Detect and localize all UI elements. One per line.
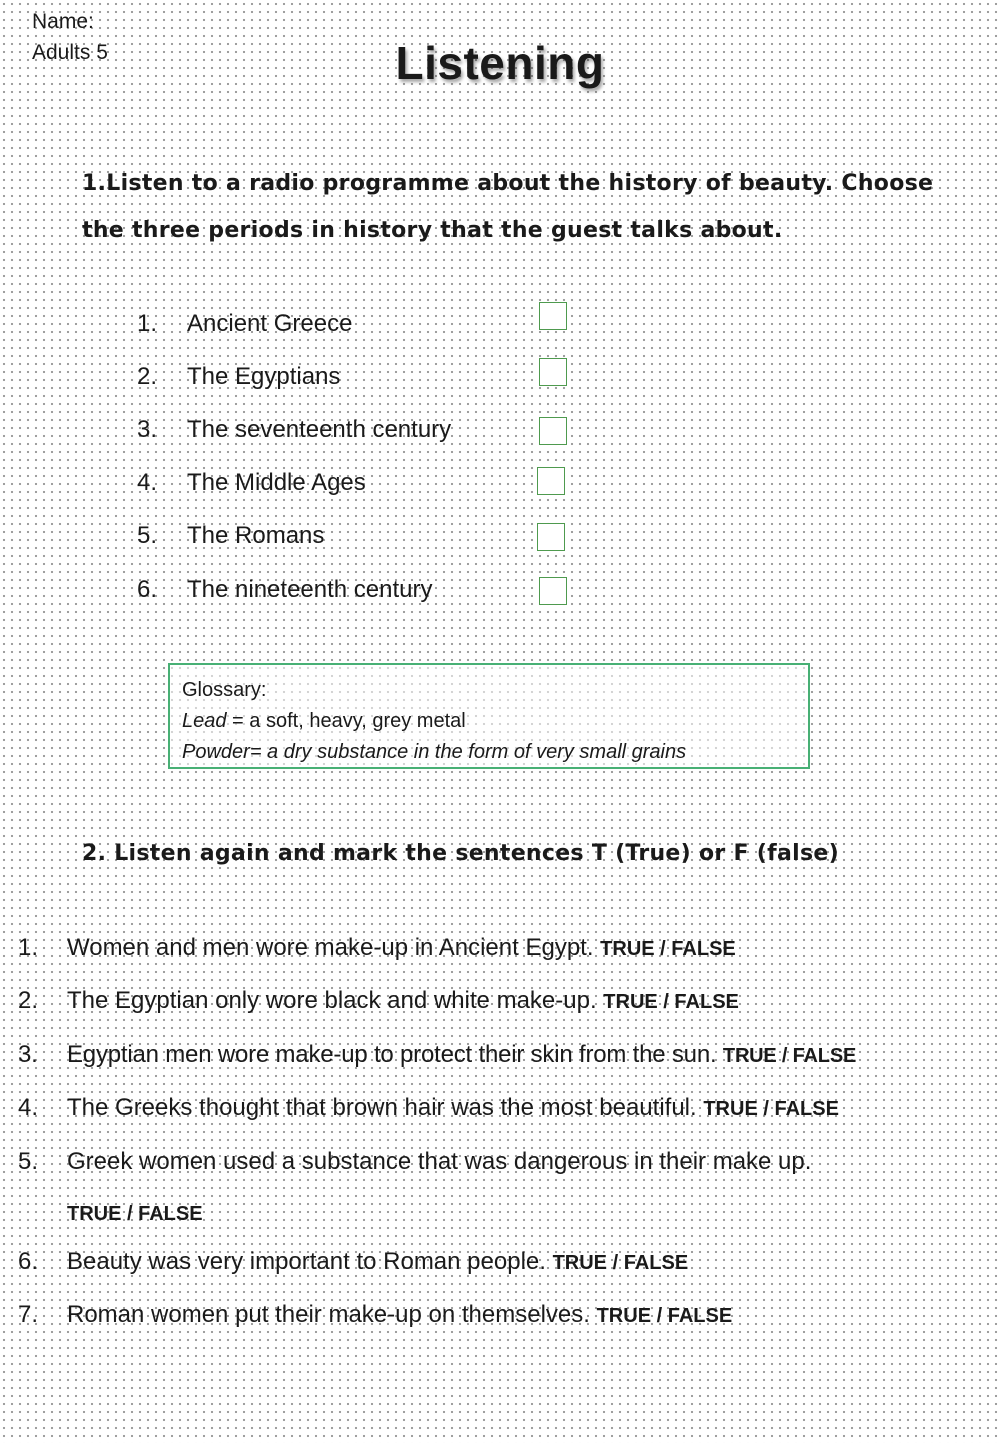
statement-item — [18, 1094, 839, 1122]
false-option[interactable]: FALSE — [774, 1098, 839, 1120]
statement-item — [18, 1248, 688, 1276]
name-label: Name: — [32, 10, 94, 33]
statement-text: Women and men wore make-up in Ancient Egypt. — [67, 934, 601, 961]
false-option[interactable]: FALSE — [674, 991, 739, 1013]
statement-number: 4. — [18, 1094, 39, 1121]
statement-text: Beauty was very important to Roman people. — [67, 1248, 553, 1275]
option-label: Ancient Greece — [187, 310, 353, 337]
glossary-term: Lead — [182, 710, 227, 732]
option-label: The nineteenth century — [187, 576, 433, 603]
true-option[interactable]: TRUE / — [552, 1252, 624, 1274]
false-option[interactable]: FALSE — [792, 1045, 857, 1067]
true-option[interactable]: TRUE / — [703, 1098, 775, 1120]
statement-number: 6. — [18, 1248, 39, 1275]
option-checkbox[interactable] — [539, 577, 567, 605]
class-label: Adults 5 — [32, 41, 108, 64]
glossary-entry-lead — [182, 706, 796, 737]
statement-item — [18, 934, 736, 962]
statement-answer-line — [67, 1199, 203, 1227]
statement-number: 2. — [18, 987, 39, 1014]
statement-text: The Egyptian only wore black and white make-up. — [67, 987, 604, 1014]
option-label: The seventeenth century — [187, 416, 452, 443]
page-title: Listening — [395, 37, 605, 89]
statement-text: Greek women used a substance that was dangerous in their make up. — [67, 1148, 812, 1175]
statement-number: 3. — [18, 1041, 38, 1068]
option-label: The Middle Ages — [187, 469, 366, 496]
option-checkbox[interactable] — [539, 417, 567, 445]
false-option[interactable]: FALSE — [671, 938, 736, 960]
option-item — [137, 363, 340, 391]
true-option[interactable]: TRUE / — [600, 938, 672, 960]
option-checkbox[interactable] — [537, 523, 565, 551]
option-item — [137, 416, 451, 444]
exercise1-instruction-line1: 1.Listen to a radio programme about the history of beauty. Choose — [82, 171, 934, 196]
false-option[interactable]: FALSE — [667, 1305, 733, 1327]
statement-number: 1. — [18, 934, 39, 961]
false-option[interactable]: FALSE — [623, 1252, 689, 1274]
option-checkbox[interactable] — [537, 467, 565, 495]
statement-number: 7. — [18, 1301, 39, 1328]
glossary-term: Powder= a dry substance in the form of very small grains — [182, 741, 687, 763]
statement-text: The Greeks thought that brown hair was the most beautiful. — [67, 1094, 704, 1121]
statement-item — [18, 987, 739, 1015]
statement-item — [18, 1301, 732, 1329]
false-option[interactable]: FALSE — [138, 1203, 203, 1225]
statement-text: Roman women put their make-up on themselves. — [67, 1301, 597, 1328]
exercise1-instruction-line2: the three periods in history that the guest talks about. — [82, 218, 783, 243]
option-label: The Egyptians — [187, 363, 341, 390]
option-item — [137, 576, 433, 604]
option-item — [137, 310, 352, 338]
true-option[interactable]: TRUE / — [603, 991, 675, 1013]
statement-item — [18, 1148, 811, 1176]
option-number: 6. — [137, 576, 158, 603]
option-number: 4. — [137, 469, 158, 496]
statement-item — [18, 1041, 856, 1069]
glossary-box — [168, 663, 810, 769]
option-item — [137, 522, 324, 550]
glossary-heading: Glossary: — [182, 679, 267, 701]
option-label: The Romans — [187, 522, 325, 549]
true-option[interactable]: TRUE / — [67, 1203, 139, 1225]
option-number: 2. — [137, 363, 158, 390]
option-number: 5. — [137, 522, 158, 549]
statement-text: Egyptian men wore make-up to protect their skin from the sun. — [67, 1041, 723, 1068]
true-option[interactable]: TRUE / — [596, 1305, 668, 1327]
option-item — [137, 469, 366, 497]
glossary-entry-powder — [182, 737, 796, 768]
option-number: 1. — [137, 310, 158, 337]
true-option[interactable]: TRUE / — [722, 1045, 793, 1067]
option-checkbox[interactable] — [539, 358, 567, 386]
exercise2-instruction: 2. Listen again and mark the sentences T (True) or F (false) — [82, 841, 839, 866]
glossary-definition: = a soft, heavy, grey metal — [226, 710, 466, 732]
option-number: 3. — [137, 416, 158, 443]
option-checkbox[interactable] — [539, 302, 567, 330]
statement-number: 5. — [18, 1148, 39, 1175]
